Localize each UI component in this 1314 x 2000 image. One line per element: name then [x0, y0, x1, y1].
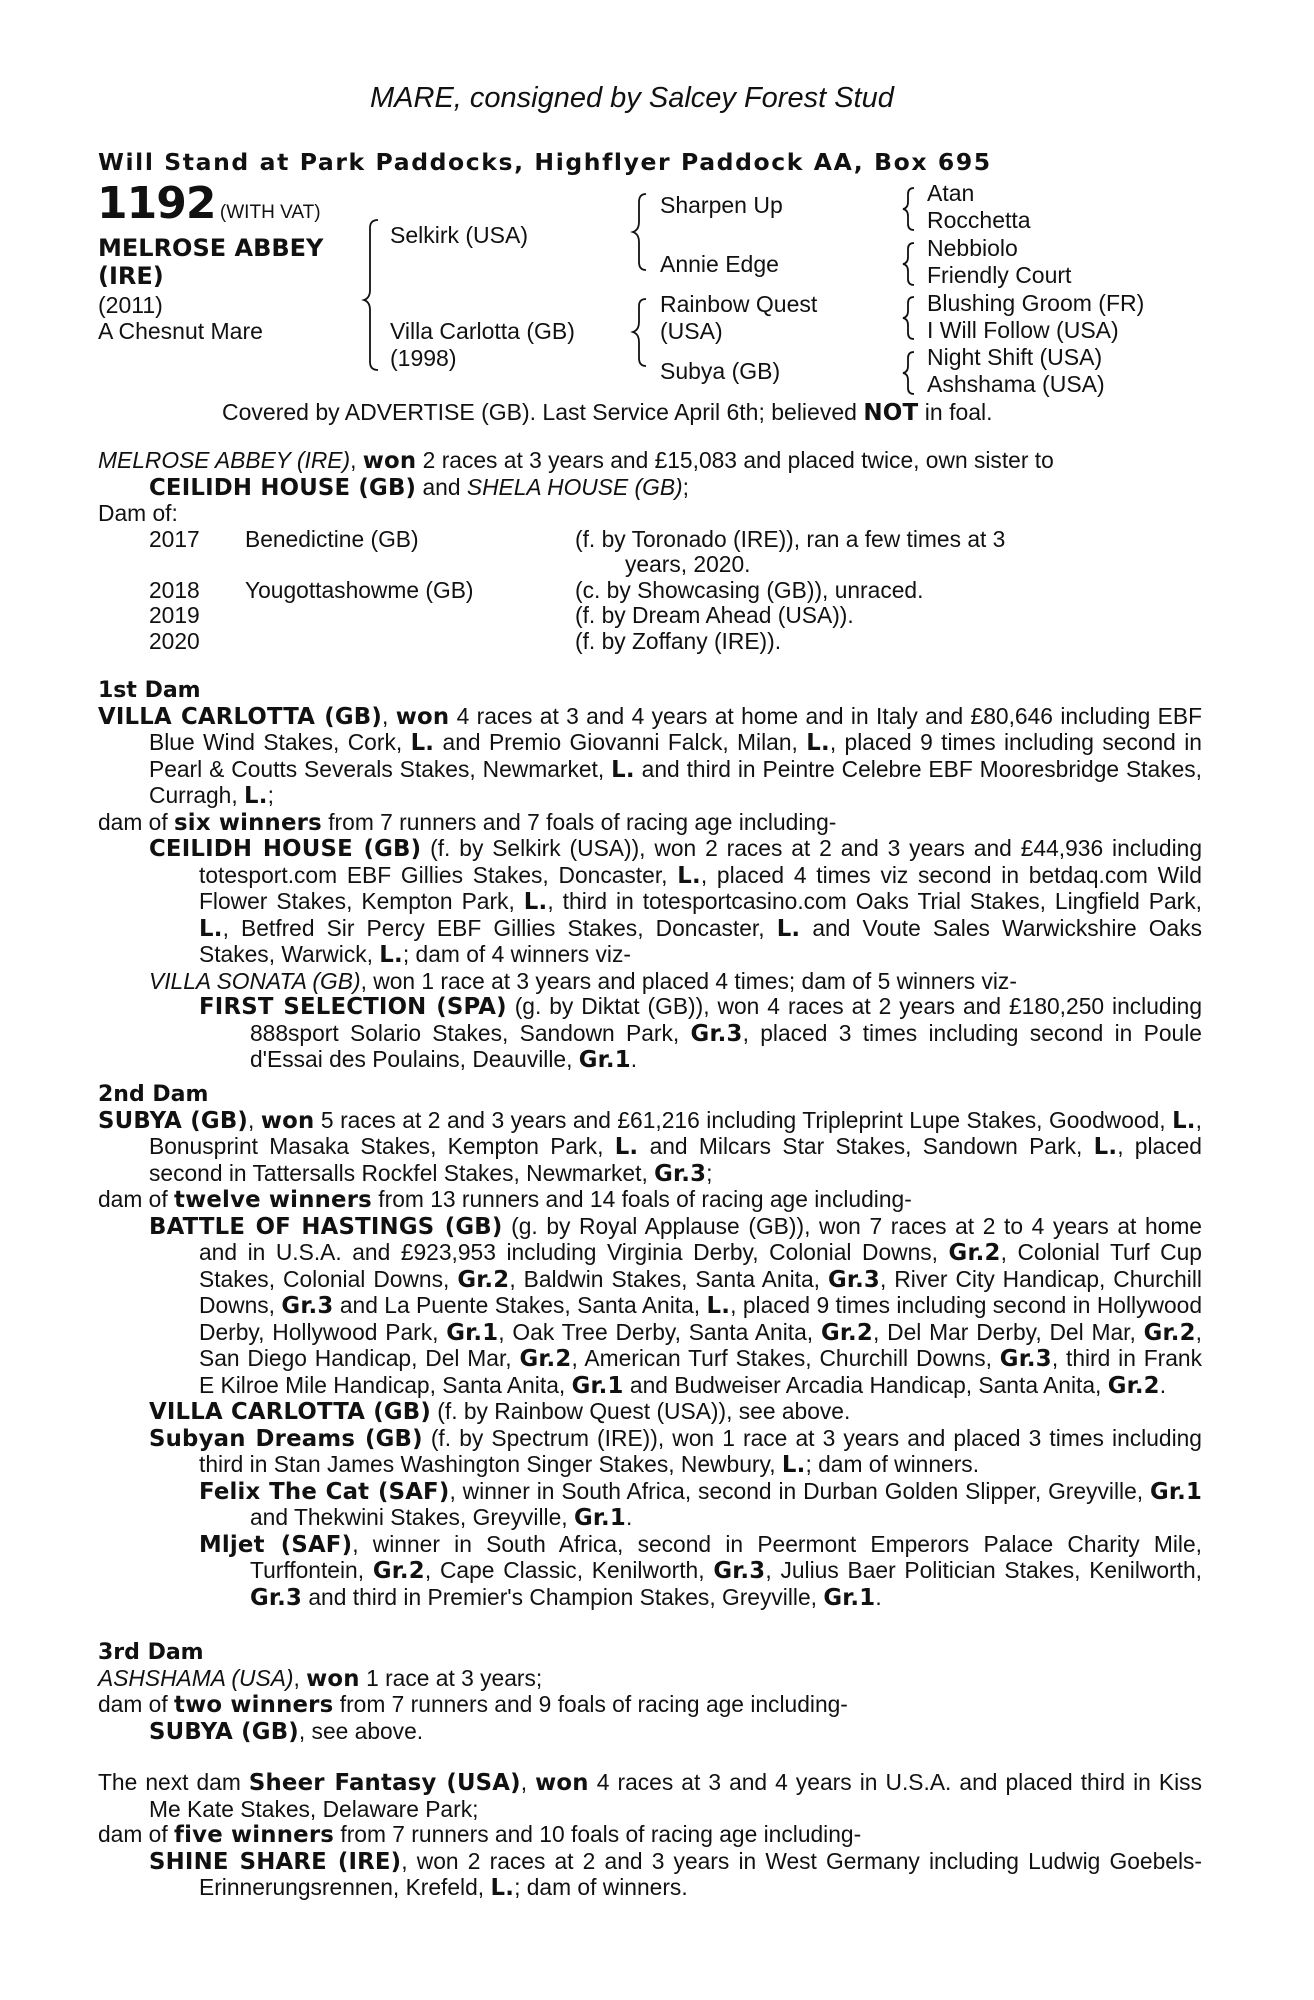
text: , placed second in Tattersalls Rockfel Stakes, Newmarket, [149, 1133, 1202, 1186]
section-title: 1st Dam [98, 678, 201, 703]
section-title: 3rd Dam [98, 1640, 204, 1665]
text: and Budweiser Arcadia Handicap, Santa Anita, [623, 1371, 1108, 1398]
text: , Cape Classic, Kenilworth, [424, 1557, 714, 1583]
listed-label: L. [806, 730, 830, 756]
grade-label: Gr.1 [571, 1372, 624, 1399]
text: and Milcars Star Stakes, Sandown Park, [638, 1133, 1094, 1159]
first-dam-section [98, 678, 1202, 1074]
text: , winner in South Africa, second in Durban Golden Slipper, Greyville, [449, 1477, 1150, 1504]
intro-and: and [416, 473, 467, 500]
pedigree-dam: Villa Carlotta (GB) [390, 318, 575, 344]
progeny-detail-2: years, 2020. [625, 551, 751, 577]
text: dam of [98, 1821, 175, 1847]
dam-of-line [98, 1692, 1202, 1719]
listed-label: L. [614, 1134, 639, 1160]
third-dam-paragraph: ASHSHAMA (USA), won 1 race at 3 years; [98, 1664, 543, 1692]
progeny-name: SHINE SHARE (IRE) [149, 1848, 402, 1875]
text: from 7 runners and 10 foals of racing age including- [334, 1821, 862, 1847]
first-dam-paragraph: VILLA CARLOTTA (GB), won 4 races at 3 and 4 years at home and in Italy and £80,646 including EBF Blue Wind Stakes, Cork, L. and Premio Giovanni Falck, Milan, L., placed 9 times including second in Pearl & Coutts Severals Stakes, Newmarket, L. and third in Peintre Celebre EBF Mooresbridge Stakes, Curragh, L.; [98, 702, 1203, 809]
grade-label: Gr.1 [573, 1505, 626, 1531]
text: , Del Mar Derby, Del Mar, [872, 1318, 1144, 1345]
listed-label: L. [677, 862, 701, 889]
covered-line [222, 399, 993, 426]
text: , Julius Baer Politician Stakes, Kenilworth, [765, 1557, 1202, 1583]
progeny-year: 2019 [149, 602, 200, 628]
grade-label: Gr.3 [250, 1584, 303, 1611]
text: ; [706, 1159, 713, 1186]
progeny-row [149, 578, 1115, 604]
won-label: won [362, 448, 417, 474]
grade-label: Gr.1 [823, 1584, 876, 1611]
horse-description: A Chesnut Mare [98, 318, 263, 344]
catalogue-heading: MARE, consigned by Salcey Forest Stud [370, 82, 894, 114]
text: 1 race at 3 years; [359, 1664, 543, 1691]
text: ; dam of 4 winners viz- [402, 941, 631, 967]
progeny-name [245, 629, 575, 655]
grade-label: Gr.2 [1107, 1372, 1160, 1399]
text: . [875, 1583, 882, 1610]
progeny-entry [98, 969, 1202, 995]
pedigree-sire-dam: Annie Edge [660, 251, 779, 277]
covered-text-end: in foal. [918, 399, 993, 425]
text: , placed 9 times including second in Pearl & Coutts Severals Stakes, Newmarket, [149, 729, 1202, 782]
text: , placed 4 times viz second in betdaq.com Wild Flower Stakes, Kempton Park, [199, 861, 1202, 914]
listed-label: L. [199, 915, 223, 942]
vat-note: (WITH VAT) [219, 202, 321, 223]
progeny-detail: (c. by Showcasing (GB)), unraced. [575, 576, 924, 603]
pedigree-ssd: Rocchetta [927, 207, 1031, 233]
won-label: won [260, 1107, 315, 1134]
text: from 13 runners and 14 foals of racing age including- [371, 1186, 912, 1212]
grade-label: Gr.3 [654, 1160, 707, 1187]
text: , Oak Tree Derby, Santa Anita, [498, 1318, 821, 1345]
pedigree-dam-sire-country: (USA) [660, 318, 723, 344]
covered-not: NOT [863, 400, 919, 426]
progeny-row [149, 527, 1115, 578]
progeny-entry [98, 1719, 1202, 1746]
listed-label: L. [781, 1452, 806, 1478]
sister-1: CEILIDH HOUSE (GB) [149, 474, 417, 501]
text: , won 2 races at 2 and 3 years in West Germany including Ludwig Goebels-Erinnerungsrennen, Krefeld, [199, 1847, 1202, 1900]
pedigree-dam-year: (1998) [390, 345, 457, 371]
progeny-name: Benedictine (GB) [245, 525, 419, 552]
text: from 7 runners and 9 foals of racing age including- [333, 1691, 848, 1717]
listed-label: L. [706, 1293, 731, 1319]
text: , won 1 race at 3 years and placed 4 times; dam of 5 winners viz- [360, 967, 1017, 994]
progeny-name: FIRST SELECTION (SPA) [199, 994, 507, 1020]
text: , Bonusprint Masaka Stakes, Kempton Park, [149, 1106, 1203, 1159]
pedigree-ddd: Ashshama (USA) [927, 371, 1105, 397]
progeny-entry [98, 994, 1202, 1074]
text: (g. by Royal Applause (GB)), won 7 races at 2 to 4 years at home and in U.S.A. and £923,953 including Virginia Derby, Colonial Downs, [199, 1212, 1202, 1265]
text: , winner in South Africa, second in Peermont Emperors Palace Charity Mile, Turffontein, [250, 1530, 1202, 1583]
pedigree-dam-dam: Subya (GB) [660, 358, 781, 384]
progeny-name: BATTLE OF HASTINGS (GB) [149, 1213, 503, 1240]
winners-count: six winners [174, 809, 322, 836]
progeny-year: 2020 [149, 627, 200, 654]
intro-section [98, 448, 1202, 654]
progeny-name: VILLA SONATA (GB) [149, 967, 361, 994]
text: , Baldwin Stakes, Santa Anita, [509, 1265, 828, 1292]
text: , River City Handicap, Churchill Downs, [199, 1265, 1202, 1318]
listed-label: L. [490, 1875, 515, 1901]
text: (g. by Diktat (GB)), won 4 races at 2 years and £180,250 including 888sport Solario Stakes, Sandown Park, [250, 993, 1202, 1046]
text: (f. by Spectrum (IRE)), won 1 race at 3 years and placed 3 times including third in Stan James Washington Singer Stakes, Newbury, [199, 1424, 1202, 1477]
dam-of-line [98, 1187, 1202, 1214]
grade-label: Gr.1 [1149, 1478, 1203, 1505]
text: from 7 runners and 7 foals of racing age including- [321, 808, 837, 835]
text: ; [267, 782, 274, 808]
dam-of-line [98, 1822, 1202, 1849]
grade-label: Gr.2 [372, 1558, 425, 1584]
third-dam-section [98, 1640, 1202, 1745]
dam-name: SUBYA (GB) [98, 1107, 249, 1134]
text: , American Turf Stakes, Churchill Downs, [571, 1345, 1000, 1371]
progeny-entry [98, 836, 1202, 969]
listed-label: L. [1172, 1107, 1196, 1134]
grade-label: Gr.3 [999, 1346, 1052, 1372]
text: , placed 9 times including second in Hollywood Derby, Hollywood Park, [199, 1292, 1202, 1345]
text: (f. by Selkirk (USA)), won 2 races at 2 and 3 years and £44,936 including totesport.com EBF Gillies Stakes, Doncaster, [199, 835, 1202, 888]
text: and Voute Sales Warwickshire Oaks Stakes, Warwick, [199, 914, 1202, 967]
horse-country: (IRE) [98, 262, 164, 290]
pedigree-sss: Atan [927, 180, 975, 206]
text: ; dam of winners. [514, 1874, 688, 1900]
text: 4 races at 3 and 4 years in U.S.A. and placed third in Kiss Me Kate Stakes, Delaware Park; [149, 1769, 1202, 1822]
progeny-name: SUBYA (GB) [149, 1718, 299, 1745]
progeny-entry [98, 1426, 1202, 1479]
text: , placed 3 times including second in Poule d'Essai des Poulains, Deauville, [250, 1019, 1202, 1072]
progeny-detail [575, 527, 1115, 578]
progeny-entry [98, 1214, 1202, 1400]
winners-count: two winners [174, 1692, 334, 1718]
listed-label: L. [523, 889, 548, 915]
grade-label: Gr.2 [948, 1240, 1001, 1266]
won-label: won [306, 1665, 360, 1692]
text: and Thekwini Stakes, Greyville, [250, 1504, 574, 1530]
dam-of-line [98, 810, 1202, 837]
progeny-detail: (f. by Zoffany (IRE)). [575, 627, 782, 654]
progeny-entry [98, 1532, 1202, 1612]
sister-2: SHELA HOUSE (GB) [466, 473, 683, 500]
text: The next dam [98, 1769, 249, 1795]
section-title: 2nd Dam [98, 1082, 209, 1107]
next-dam-section [98, 1770, 1202, 1902]
text: . [625, 1504, 633, 1530]
listed-label: L. [776, 915, 801, 942]
progeny-row [149, 629, 1115, 655]
grade-label: Gr.3 [827, 1266, 880, 1293]
listed-label: L. [1093, 1134, 1118, 1160]
pedigree-sdd: Friendly Court [927, 262, 1072, 288]
text: , Colonial Turf Cup Stakes, Colonial Downs, [199, 1239, 1202, 1292]
winners-count: twelve winners [174, 1187, 372, 1213]
intro-name: MELROSE ABBEY (IRE) [98, 447, 351, 473]
listed-label: L. [611, 756, 635, 783]
winners-count: five winners [174, 1822, 335, 1848]
progeny-table [149, 527, 1115, 655]
text: dam of [98, 1691, 175, 1717]
progeny-name: Felix The Cat (SAF) [199, 1478, 450, 1505]
progeny-year: 2018 [149, 576, 200, 603]
text: and third in Peintre Celebre EBF Mooresbridge Stakes, Curragh, [149, 755, 1202, 808]
progeny-name: Mljet (SAF) [199, 1531, 353, 1558]
covered-text: Covered by ADVERTISE (GB). Last Service April 6th; believed [222, 399, 864, 425]
grade-label: Gr.2 [457, 1266, 510, 1293]
dam-name: ASHSHAMA (USA) [98, 1664, 294, 1691]
dam-name: Sheer Fantasy (USA) [248, 1770, 521, 1796]
grade-label: Gr.1 [578, 1047, 631, 1073]
progeny-detail: (f. by Dream Ahead (USA)). [575, 602, 854, 628]
grade-label: Gr.2 [820, 1319, 873, 1346]
text: dam of [98, 1186, 175, 1212]
text: , Betfred Sir Percy EBF Gillies Stakes, Doncaster, [222, 914, 777, 941]
text: , see above. [298, 1717, 424, 1744]
pedigree-sds: Nebbiolo [927, 235, 1018, 261]
stand-location: Will Stand at Park Paddocks, Highflyer Paddock AA, Box 695 [98, 148, 992, 176]
pedigree-dds: Night Shift (USA) [927, 344, 1103, 370]
won-label: won [535, 1770, 589, 1796]
progeny-name: Subyan Dreams (GB) [149, 1425, 423, 1452]
text: . [1159, 1371, 1167, 1398]
lot-number: 1192 [97, 178, 216, 229]
dam-of-label: Dam of: [98, 500, 178, 526]
text: and Premio Giovanni Falck, Milan, [434, 729, 807, 755]
text: (f. by Rainbow Quest (USA)), see above. [430, 1398, 851, 1424]
text: , third in Frank E Kilroe Mile Handicap, Santa Anita, [199, 1345, 1202, 1398]
progeny-entry [98, 1399, 1202, 1426]
grade-label: Gr.2 [519, 1346, 572, 1372]
progeny-name: CEILIDH HOUSE (GB) [149, 836, 422, 862]
listed-label: L. [410, 730, 435, 756]
pedigree-dam-sire: Rainbow Quest [660, 291, 818, 317]
progeny-name: VILLA CARLOTTA (GB) [149, 1399, 431, 1425]
intro-paragraph: MELROSE ABBEY (IRE), won 2 races at 3 years and £15,083 and placed twice, own sister to CEILIDH HOUSE (GB) and SHELA HOUSE (GB); [98, 447, 1054, 501]
listed-label: L. [244, 783, 268, 809]
progeny-name [245, 603, 575, 629]
text: , San Diego Handicap, Del Mar, [199, 1318, 1202, 1371]
won-label: won [395, 703, 450, 730]
pedigree-sire: Selkirk (USA) [390, 222, 529, 248]
second-dam-paragraph: SUBYA (GB), won 5 races at 2 and 3 years and £61,216 including Tripleprint Lupe Stakes, Goodwood, L., Bonusprint Masaka Stakes, Kempton Park, L. and Milcars Star Stakes, Sandown Park, L., placed second in Tattersalls Rockfel Stakes, Newmarket, Gr.3; [98, 1106, 1203, 1187]
pedigree-dss: Blushing Groom (FR) [927, 290, 1145, 316]
progeny-detail-1: (f. by Toronado (IRE)), ran a few times at 3 [575, 525, 1006, 552]
horse-name: MELROSE ABBEY [98, 234, 324, 262]
next-dam-paragraph: The next dam Sheer Fantasy (USA), won 4 races at 3 and 4 years in U.S.A. and placed third in Kiss Me Kate Stakes, Delaware Park; [98, 1769, 1202, 1822]
horse-year: (2011) [98, 292, 163, 318]
text: 4 races at 3 and 4 years at home and in Italy and £80,646 including EBF Blue Wind Stakes, Cork, [149, 702, 1203, 755]
text: 5 races at 2 and 3 years and £61,216 including Tripleprint Lupe Stakes, Goodwood, [314, 1106, 1173, 1133]
intro-end: ; [682, 473, 689, 500]
grade-label: Gr.3 [713, 1558, 766, 1584]
pedigree-dsd: I Will Follow (USA) [927, 317, 1119, 343]
progeny-entry [98, 1849, 1202, 1902]
grade-label: Gr.3 [690, 1020, 743, 1047]
text: and La Puente Stakes, Santa Anita, [333, 1292, 707, 1318]
listed-label: L. [379, 942, 403, 968]
text: dam of [98, 808, 175, 835]
second-dam-section [98, 1082, 1202, 1611]
text: , third in totesportcasino.com Oaks Trial Stakes, Lingfield Park, [547, 888, 1203, 914]
grade-label: Gr.3 [281, 1293, 334, 1319]
pedigree-sire-sire: Sharpen Up [660, 192, 783, 218]
progeny-year: 2017 [149, 525, 200, 552]
dam-name: VILLA CARLOTTA (GB) [98, 703, 382, 730]
progeny-name: Yougottashowme (GB) [245, 576, 474, 603]
text: and third in Premier's Champion Stakes, Greyville, [302, 1583, 824, 1610]
progeny-entry [98, 1479, 1202, 1532]
text: . [630, 1046, 638, 1072]
grade-label: Gr.2 [1143, 1319, 1196, 1346]
text: ; dam of winners. [805, 1451, 980, 1477]
grade-label: Gr.1 [446, 1319, 499, 1346]
pedigree-brackets [0, 0, 1314, 420]
intro-text: 2 races at 3 years and £15,083 and placed twice, own sister to [416, 447, 1054, 473]
progeny-row [149, 603, 1115, 629]
